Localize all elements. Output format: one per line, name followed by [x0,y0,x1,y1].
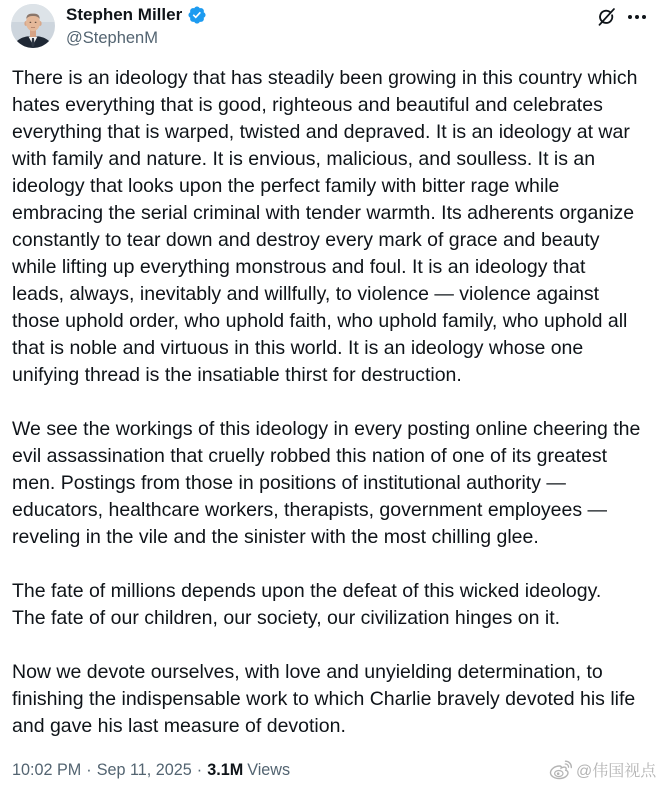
avatar-photo [11,4,55,48]
tweet-text-line: hates everything that is good, righteous and beautiful and celebrates [12,94,603,116]
verified-badge-icon [187,5,207,25]
timestamp-link[interactable] [12,759,192,781]
tweet-text-line: The fate of our children, our society, our civilization hinges on it. [12,607,561,629]
more-options-button[interactable] [625,5,649,28]
tweet-text-line: There is an ideology that has steadily been growing in this country which [12,67,638,89]
tweet-text-line: Now we devote ourselves, with love and unyielding determination, to [12,661,603,683]
tweet-text-line: constantly to tear down and destroy every mark of grace and beauty [12,229,600,251]
grok-icon [596,6,617,27]
grok-button[interactable] [595,5,618,28]
tweet-text-line: leads, always, inevitably and willfully, to violence — violence against [12,283,600,305]
tweet-text-line: everything that is warped, twisted and depraved. It is an ideology at war [12,121,630,143]
meta-separator: · [86,761,92,779]
author-name-link[interactable]: Stephen Miller [66,5,183,24]
tweet-paragraph [12,416,640,551]
weibo-logo-icon [549,758,573,780]
tweet-text-line: embracing the serial criminal with tender warmth. Its adherents organize [12,202,635,224]
tweet-text-line: those uphold order, who uphold faith, who uphold family, who uphold all [12,310,628,332]
tweet-paragraph [12,578,640,632]
views-link[interactable] [207,759,290,781]
more-horizontal-icon [642,15,646,19]
watermark-text: @伟国视点 [576,762,657,780]
tweet-text-line: reveling in the vile and the sinister with the most chilling glee. [12,526,539,548]
tweet-time: 10:02 PM [12,761,82,779]
tweet-text-line: educators, healthcare workers, therapists, government employees — [12,499,608,521]
views-label: Views [247,761,291,779]
tweet-paragraph [12,65,640,389]
author-name-row [66,4,207,26]
watermark [549,757,656,781]
tweet-text-line: that is noble and virtuous in this world. It is an ideology whose one [12,337,584,359]
tweet-text-line: ideology that looks upon the perfect family with bitter rage while [12,175,560,197]
tweet-text [12,65,640,740]
tweet-date: Sep 11, 2025 [96,761,192,779]
tweet-text-line: The fate of millions depends upon the defeat of this wicked ideology. [12,580,602,602]
more-horizontal-icon [635,15,639,19]
tweet-meta [12,759,290,781]
tweet-paragraph [12,659,640,740]
meta-separator: · [196,761,203,779]
tweet-text-line: We see the workings of this ideology in every posting online cheering the [12,418,641,440]
tweet-text-line: unifying thread is the insatiable thirst for destruction. [12,364,462,386]
avatar[interactable] [11,4,55,48]
views-count: 3.1M [207,761,244,779]
tweet-text-line: men. Postings from those in positions of institutional authority — [12,472,566,494]
author-handle-link[interactable]: @StephenM [66,29,158,47]
tweet-text-line: and gave his last measure of devotion. [12,715,346,737]
tweet-text-line: evil assassination that cruelly robbed this nation of one of its greatest [12,445,608,467]
tweet-text-line: while lifting up everything monstrous and foul. It is an ideology that [12,256,586,278]
more-horizontal-icon [628,15,632,19]
tweet-text-line: finishing the indispensable work to which Charlie bravely devoted his life [12,688,636,710]
tweet-text-line: with family and nature. It is envious, malicious, and soulless. It is an [12,148,596,170]
